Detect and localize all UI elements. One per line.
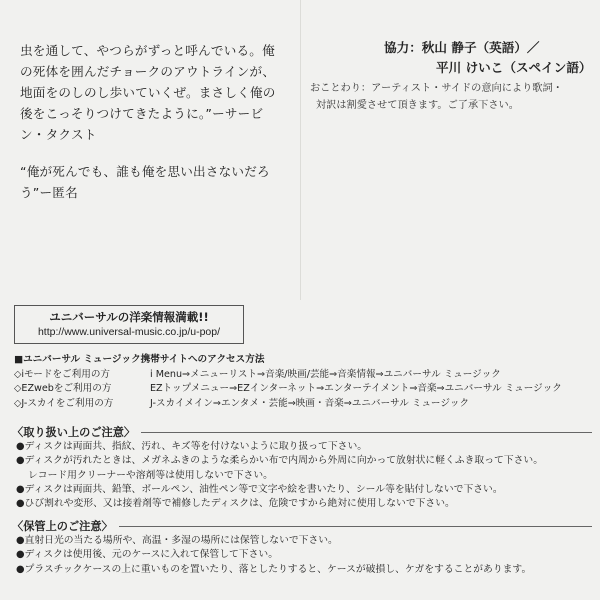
mobile-access-section: [14, 353, 594, 411]
carrier-path: i Menu⇒メニューリスト⇒音楽/映画/芸能⇒音楽情報⇒ユニバーサル ミュージック: [150, 368, 501, 380]
carrier-path: J-スカイメイン⇒エンタメ・芸能⇒映画・音楽⇒ユニバーサル ミュージック: [150, 397, 470, 409]
caution-item: ●ディスクは使用後、元のケースに入れて保管して下さい。: [16, 549, 278, 561]
banner-title: ユニバーサルの洋楽情報満載!!: [49, 310, 209, 324]
quote-line: 虫を通して、やつらがずっと呼んでいる。俺: [20, 43, 275, 58]
carrier-label: ◇J-スカイをご利用の方: [14, 397, 114, 409]
section-rule: [141, 432, 592, 433]
notice-line: 対訳は割愛させて頂きます。ご了承下さい。: [316, 100, 519, 111]
mobile-access-row: [14, 368, 594, 383]
handling-caution-heading: [12, 424, 592, 440]
quote-line: “俺が死んでも、誰も俺を思い出さないだろ: [20, 164, 270, 179]
quote-line: の死体を囲んだチョークのアウトラインが、: [20, 64, 276, 79]
quote-line: ン・タクスト: [20, 127, 97, 142]
storage-caution-list: [16, 534, 596, 577]
mobile-access-heading: ■ユニバーサル ミュージック携帯サイトへのアクセス方法: [14, 354, 265, 365]
carrier-label: ◇EZwebをご利用の方: [14, 383, 112, 394]
quote-line: う”ー匿名: [20, 185, 78, 200]
caution-item: ●ディスクが汚れたときは、メガネふきのような柔らかい布で内周から外周に向かって放射状に軽くふき取って下さい。: [16, 455, 543, 467]
caution-item: ●ひび割れや変形、又は接着剤等で補修したディスクは、危険ですから絶対に使用しないで下さい。: [16, 498, 455, 510]
caution-item: レコード用クリーナーや溶剤等は使用しないで下さい。: [28, 469, 273, 481]
page-fold-divider: [300, 0, 301, 300]
carrier-path: EZトップメニュー⇒EZインターネット⇒エンターテイメント⇒音楽⇒ユニバーサル ミュージック: [150, 383, 562, 394]
universal-info-banner: [14, 305, 244, 344]
section-title: 〈保管上のご注意〉: [12, 520, 113, 533]
storage-caution-heading: [12, 518, 592, 534]
handling-caution-list: [16, 440, 596, 511]
lyrics-notice: [310, 80, 590, 114]
quote-line: 後をこっそりつけてきたように。”ーサービ: [20, 106, 264, 121]
carrier-label: ◇iモードをご利用の方: [14, 368, 111, 380]
caution-item: ●ディスクは両面共、鉛筆、ボールペン、油性ペン等で文字や絵を書いたり、シール等を貼付しないで下さい。: [16, 483, 503, 495]
notice-line: おことわり：アーティスト・サイドの意向により歌詞・: [310, 83, 563, 94]
credit-line-english: 協力：秋山 静子（英語）／: [384, 40, 540, 55]
banner-url-link[interactable]: http://www.universal-music.co.jp/u-pop/: [37, 326, 221, 338]
caution-item: ●ディスクは両面共、指紋、汚れ、キズ等を付けないように取り扱って下さい。: [16, 441, 368, 452]
lyric-quote-1: [20, 40, 295, 145]
section-rule: [119, 526, 592, 527]
mobile-access-row: [14, 397, 594, 412]
quote-line: 地面をのしのし歩いていくぜ。まさしく俺の: [20, 85, 276, 100]
caution-item: ●直射日光の当たる場所や、高温・多湿の場所には保管しないで下さい。: [16, 535, 338, 546]
lyric-quote-2: [20, 161, 295, 203]
credit-line-spanish: 平川 けいこ（スペイン語）: [436, 60, 592, 75]
section-title: 〈取り扱い上のご注意〉: [12, 426, 136, 439]
translation-credits: [310, 38, 590, 114]
mobile-access-row: [14, 382, 594, 397]
caution-item: ●プラスチックケースの上に重いものを置いたり、落としたりすると、ケースが破損し、ケガをすることがあります。: [16, 563, 532, 575]
